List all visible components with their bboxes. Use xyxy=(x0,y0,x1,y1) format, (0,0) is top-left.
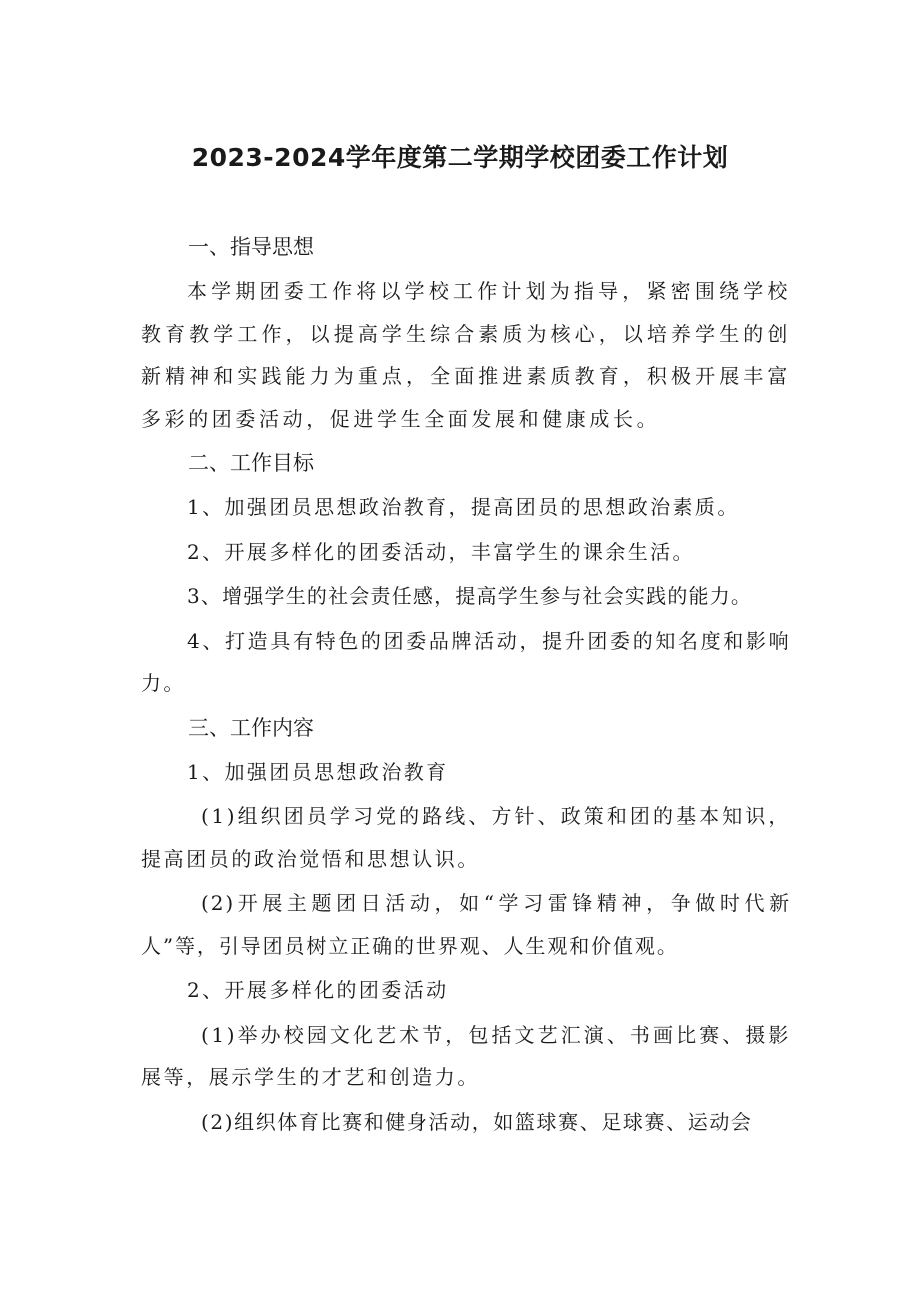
section-heading-work-goals: 二、工作目标 xyxy=(188,451,314,475)
goal-item-4: 4、打造具有特色的团委品牌活动，提升团委的知名度和影响力。 xyxy=(141,628,791,695)
paragraph-guiding-ideology: 本学期团委工作将以学校工作计划为指导，紧密围绕学校教育教学工作，以提高学生综合素质为核心，以培养学生的创新精神和实践能力为重点，全面推进素质教育，积极开展丰富多彩的团委活动，促进学生全面发展和健康成长。 xyxy=(141,279,791,431)
goal-item-2: 2、开展多样化的团委活动，丰富学生的课余生活。 xyxy=(187,539,695,564)
content-part1-title: 1、加强团员思想政治教育 xyxy=(187,759,449,784)
document-body xyxy=(141,226,791,1145)
content-part1-item-1: (1)组织团员学习党的路线、方针、政策和团的基本知识，提高团员的政治觉悟和思想认识。 xyxy=(141,804,791,871)
goal-item-3: 3、增强学生的社会责任感，提高学生参与社会实践的能力。 xyxy=(187,584,753,608)
document-title: 2023-2024学年度第二学期学校团委工作计划 xyxy=(191,143,729,172)
content-part1-item-2: (2)开展主题团日活动，如“学习雷锋精神，争做时代新人”等，引导团员树立正确的世界观、人生观和价值观。 xyxy=(141,891,791,958)
content-part2-item-1: (1)举办校园文化艺术节，包括文艺汇演、书画比赛、摄影展等，展示学生的才艺和创造力。 xyxy=(141,1022,791,1089)
content-part2-item-2: (2)组织体育比赛和健身活动，如篮球赛、足球赛、运动会 xyxy=(201,1109,753,1134)
section-heading-work-content: 三、工作内容 xyxy=(188,715,314,740)
content-part2-title: 2、开展多样化的团委活动 xyxy=(187,978,449,1002)
goal-item-1: 1、加强团员思想政治教育，提高团员的思想政治素质。 xyxy=(187,495,740,519)
section-heading-guiding-ideology: 一、指导思想 xyxy=(188,235,314,259)
